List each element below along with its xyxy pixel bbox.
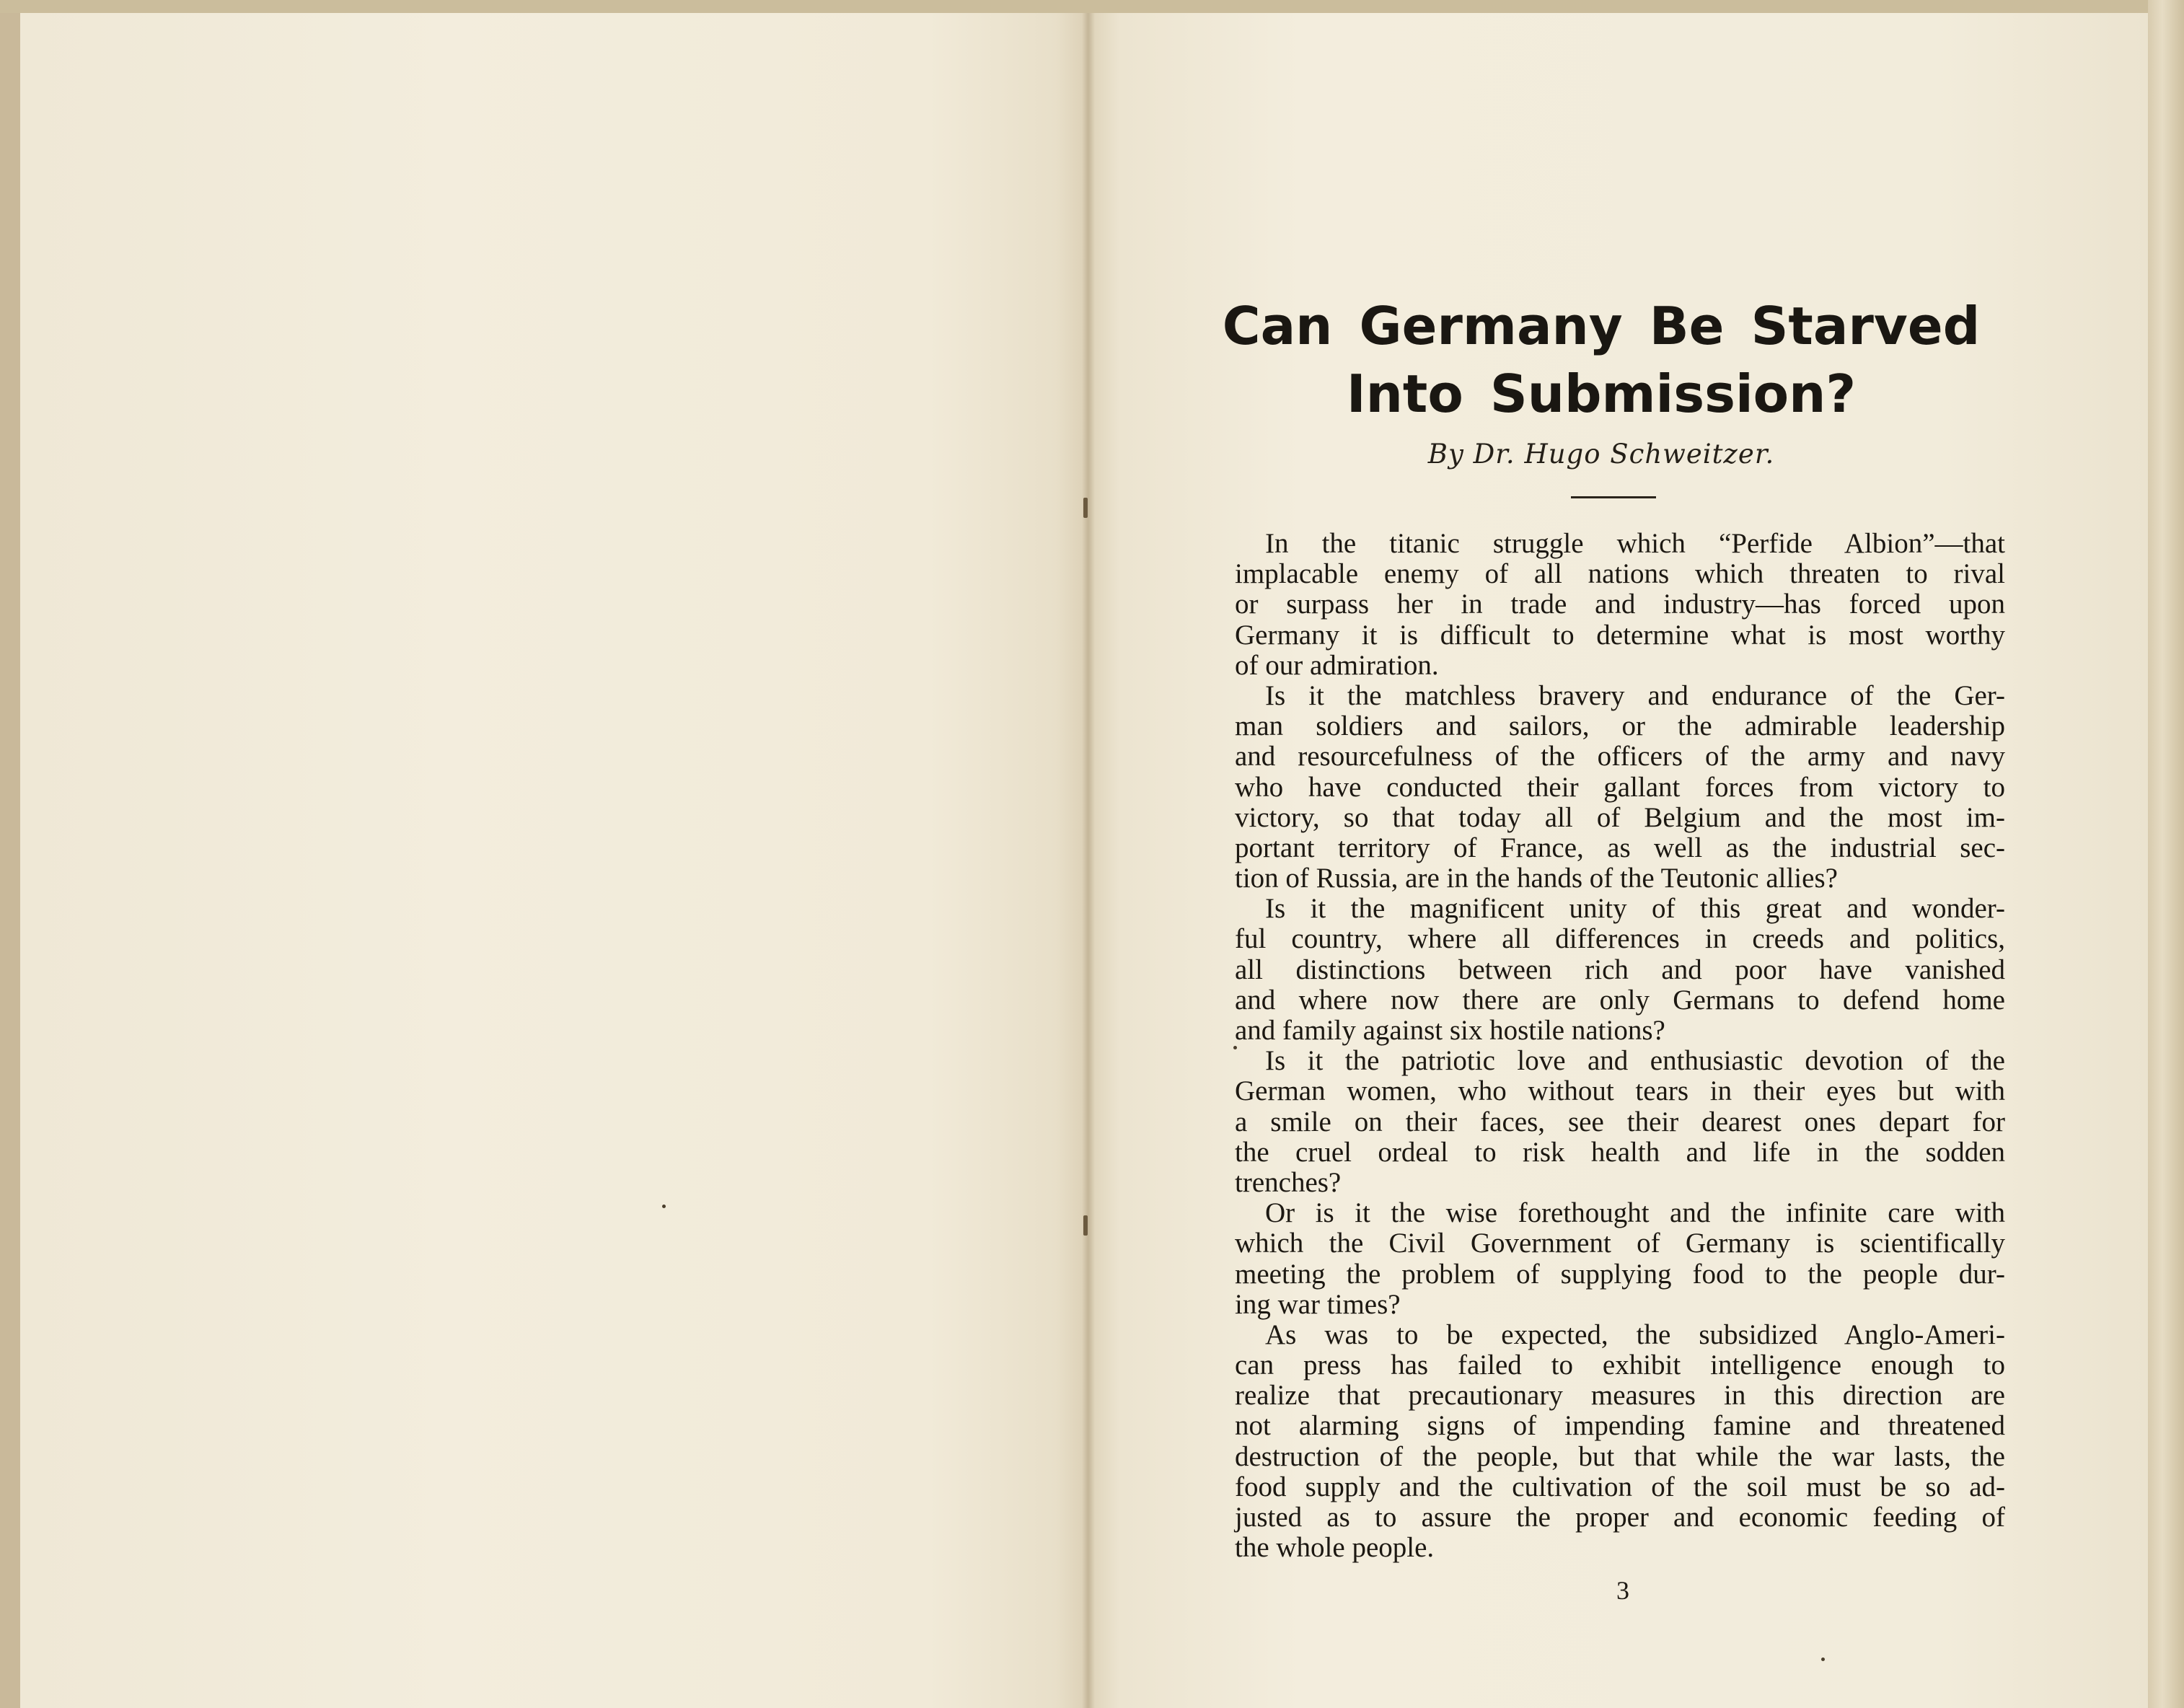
text-line: Is it the matchless bravery and endurance of the Ger- [1265, 679, 2005, 711]
cover-top-edge [0, 0, 2184, 13]
text-line: German women, who without tears in their eyes but with [1235, 1075, 2005, 1107]
text-line: Is it the magnificent unity of this great and wonder- [1265, 893, 2005, 925]
staple-top [1083, 498, 1088, 518]
text-line: Germany it is difficult to determine what is most worthy [1235, 619, 2005, 651]
text-line: man soldiers and sailors, or the admirable leadership [1235, 710, 2005, 742]
staple-bottom [1083, 1215, 1088, 1236]
article-title [1183, 292, 2020, 428]
text-line: Or is it the wise forethought and the infinite care with [1265, 1197, 2005, 1229]
text-line: or surpass her in trade and industry—has forced upon [1235, 589, 2005, 620]
binding-gutter [1082, 13, 1095, 1708]
text-line: food supply and the cultivation of the soil must be so ad- [1235, 1471, 2005, 1502]
text-line: the whole people. [1235, 1532, 1435, 1564]
text-line: the cruel ordeal to risk health and life in the sodden [1235, 1136, 2005, 1168]
text-line: ful country, where all differences in creeds and politics, [1235, 923, 2005, 955]
text-line: victory, so that today all of Belgium and the most im- [1235, 801, 2005, 833]
text-line: all distinctions between rich and poor have vanished [1235, 954, 2005, 985]
text-line: As was to be expected, the subsidized Anglo-Ameri- [1265, 1319, 2005, 1350]
paper-speck [1821, 1658, 1825, 1661]
text-line: tion of Russia, are in the hands of the Teutonic allies? [1235, 863, 1838, 894]
text-line: Is it the patriotic love and enthusiastic devotion of the [1265, 1045, 2005, 1077]
text-line: In the titanic struggle which “Perfide Albion”—that [1265, 528, 2005, 559]
text-line: justed as to assure the proper and economic feeding of [1235, 1502, 2005, 1533]
text-line: and family against six hostile nations? [1235, 1015, 1665, 1046]
text-line: realize that precautionary measures in this direction are [1235, 1380, 2005, 1412]
text-line: trenches? [1235, 1166, 1342, 1198]
title-line: Can Germany Be Starved [1222, 296, 1981, 356]
text-line: not alarming signs of impending famine and threatened [1235, 1410, 2005, 1442]
text-line: and resourcefulness of the officers of the army and navy [1235, 741, 2005, 772]
paper-speck [662, 1205, 666, 1208]
text-line: which the Civil Government of Germany is scientifically [1235, 1228, 2005, 1259]
text-line: portant territory of France, as well as the industrial sec- [1235, 832, 2005, 863]
text-line: implacable enemy of all nations which threaten to rival [1235, 558, 2005, 590]
text-line: and where now there are only Germans to defend home [1235, 984, 2005, 1016]
text-line: a smile on their faces, see their dearest ones depart for [1235, 1106, 2005, 1137]
title-divider [1571, 496, 1656, 498]
text-line: ing war times? [1235, 1288, 1401, 1320]
text-line: of our admiration. [1235, 649, 1439, 681]
left-blank-page [20, 13, 1088, 1708]
text-line: can press has failed to exhibit intelligence enough to [1235, 1350, 2005, 1381]
page-number: 3 [1616, 1576, 1629, 1605]
article-body [1235, 529, 2005, 1563]
text-line: meeting the problem of supplying food to the people dur- [1235, 1258, 2005, 1290]
author-byline: By Dr. Hugo Schweitzer. [1427, 439, 1775, 470]
text-line: who have conducted their gallant forces from victory to [1235, 771, 2005, 803]
text-line: destruction of the people, but that while the war lasts, the [1235, 1440, 2005, 1472]
cover-right-edge [2148, 0, 2184, 1708]
title-line: Into Submission? [1346, 364, 1857, 424]
